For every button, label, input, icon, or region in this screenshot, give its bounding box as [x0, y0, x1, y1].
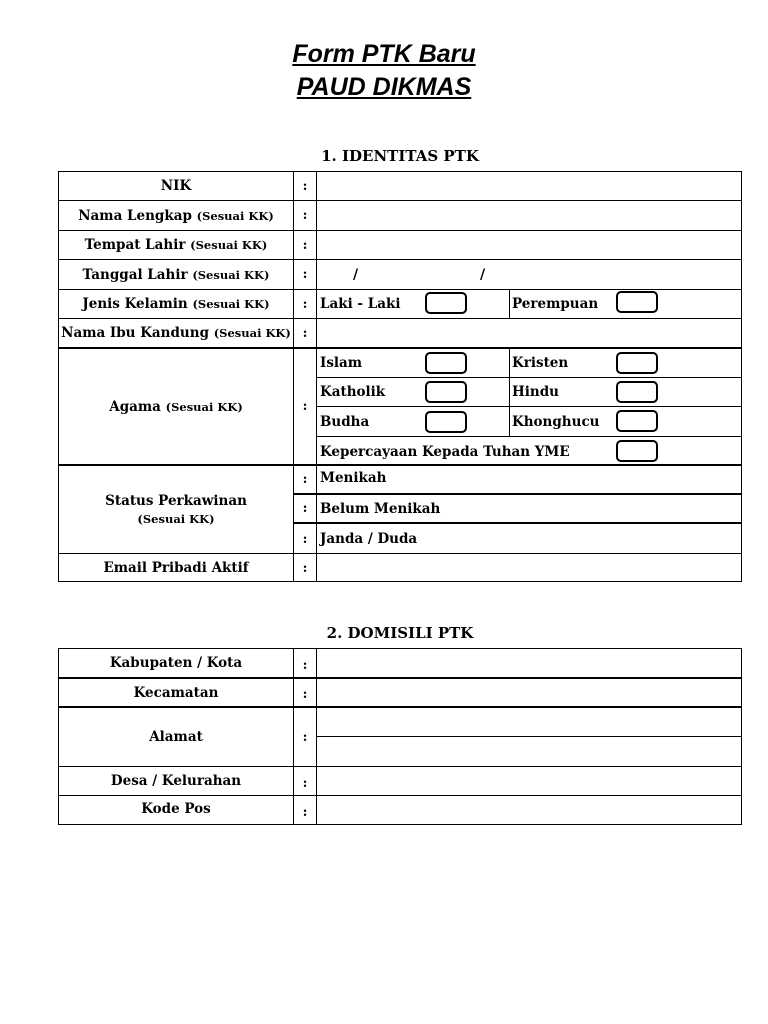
domisili-table [58, 648, 742, 825]
option-khonghucu-label: Khonghucu [512, 413, 600, 430]
colon: : [294, 172, 317, 200]
row-agama [59, 349, 741, 466]
row-nama-lengkap [59, 201, 741, 231]
kabupaten-label: Kabupaten / Kota [59, 649, 294, 677]
colon: : [294, 260, 317, 289]
alamat-field-line-1[interactable] [317, 708, 741, 737]
desa-label: Desa / Kelurahan [59, 767, 294, 795]
date-separator: / [353, 266, 359, 283]
row-nama-ibu [59, 319, 741, 349]
row-email [59, 554, 741, 582]
perempuan-checkbox[interactable] [616, 291, 658, 313]
email-field[interactable] [317, 554, 741, 582]
option-belum-menikah-label: Belum Menikah [320, 500, 441, 517]
colon: : [294, 524, 317, 554]
agama-label: Agama (Sesuai KK) [59, 349, 294, 464]
email-label: Email Pribadi Aktif [59, 554, 294, 582]
tempat-lahir-field[interactable] [317, 231, 741, 259]
colon: : [294, 554, 317, 582]
kode-pos-label: Kode Pos [59, 796, 294, 824]
option-laki-laki-label: Laki - Laki [320, 296, 401, 312]
kristen-checkbox[interactable] [616, 352, 658, 374]
form-subtitle: PAUD DIKMAS [296, 73, 472, 101]
colon: : [294, 319, 317, 347]
row-nik [59, 172, 741, 201]
budha-checkbox[interactable] [425, 411, 467, 433]
katholik-checkbox[interactable] [425, 381, 467, 403]
kecamatan-field[interactable] [317, 679, 741, 706]
islam-checkbox[interactable] [425, 352, 467, 374]
colon: : [294, 796, 317, 824]
option-kepercayaan-label: Kepercayaan Kepada Tuhan YME [320, 443, 570, 460]
colon: : [294, 708, 317, 766]
colon: : [294, 201, 317, 230]
nama-lengkap-field[interactable] [317, 201, 741, 230]
colon: : [294, 495, 317, 522]
row-status-perkawinan [59, 466, 741, 554]
option-islam-label: Islam [320, 355, 363, 371]
row-kabupaten [59, 649, 741, 679]
colon: : [294, 290, 317, 318]
nik-field[interactable] [317, 172, 741, 200]
status-perkawinan-label: Status Perkawinan (Sesuai KK) [59, 466, 294, 553]
tempat-lahir-label: Tempat Lahir (Sesuai KK) [59, 231, 294, 259]
kecamatan-label: Kecamatan [59, 679, 294, 706]
row-tanggal-lahir [59, 260, 741, 290]
option-katholik-label: Katholik [320, 384, 386, 400]
tanggal-lahir-field[interactable] [317, 260, 741, 289]
section-heading-identitas: 1. IDENTITAS PTK [321, 147, 479, 165]
kepercayaan-checkbox[interactable] [616, 440, 658, 462]
option-budha-label: Budha [320, 413, 370, 430]
kabupaten-field[interactable] [317, 649, 741, 677]
date-separator: / [480, 266, 486, 283]
nama-lengkap-label: Nama Lengkap (Sesuai KK) [59, 201, 294, 230]
nama-ibu-field[interactable] [317, 319, 741, 347]
alamat-field-line-2[interactable] [317, 737, 741, 767]
nama-ibu-label: Nama Ibu Kandung (Sesuai KK) [59, 319, 294, 347]
colon: : [294, 349, 317, 464]
row-kecamatan [59, 679, 741, 708]
identitas-table [58, 171, 742, 582]
desa-field[interactable] [317, 767, 741, 795]
colon: : [294, 679, 317, 706]
row-jenis-kelamin [59, 290, 741, 319]
row-kode-pos [59, 796, 741, 824]
option-hindu-label: Hindu [512, 384, 559, 400]
jenis-kelamin-label: Jenis Kelamin (Sesuai KK) [59, 290, 294, 318]
colon: : [294, 231, 317, 259]
option-janda-duda-label: Janda / Duda [320, 531, 418, 547]
alamat-label: Alamat [59, 708, 294, 766]
option-perempuan-label: Perempuan [512, 296, 599, 312]
option-menikah-label: Menikah [320, 470, 387, 486]
laki-laki-checkbox[interactable] [425, 292, 467, 314]
kode-pos-field[interactable] [317, 796, 741, 824]
hindu-checkbox[interactable] [616, 381, 658, 403]
row-alamat [59, 708, 741, 767]
section-heading-domisili: 2. DOMISILI PTK [326, 624, 474, 642]
row-tempat-lahir [59, 231, 741, 260]
colon: : [294, 767, 317, 795]
form-title: Form PTK Baru [292, 40, 476, 68]
colon: : [294, 466, 317, 493]
khonghucu-checkbox[interactable] [616, 410, 658, 432]
colon: : [294, 649, 317, 677]
option-kristen-label: Kristen [512, 355, 569, 371]
tanggal-lahir-label: Tanggal Lahir (Sesuai KK) [59, 260, 294, 289]
row-desa [59, 767, 741, 796]
nik-label: NIK [59, 172, 294, 200]
